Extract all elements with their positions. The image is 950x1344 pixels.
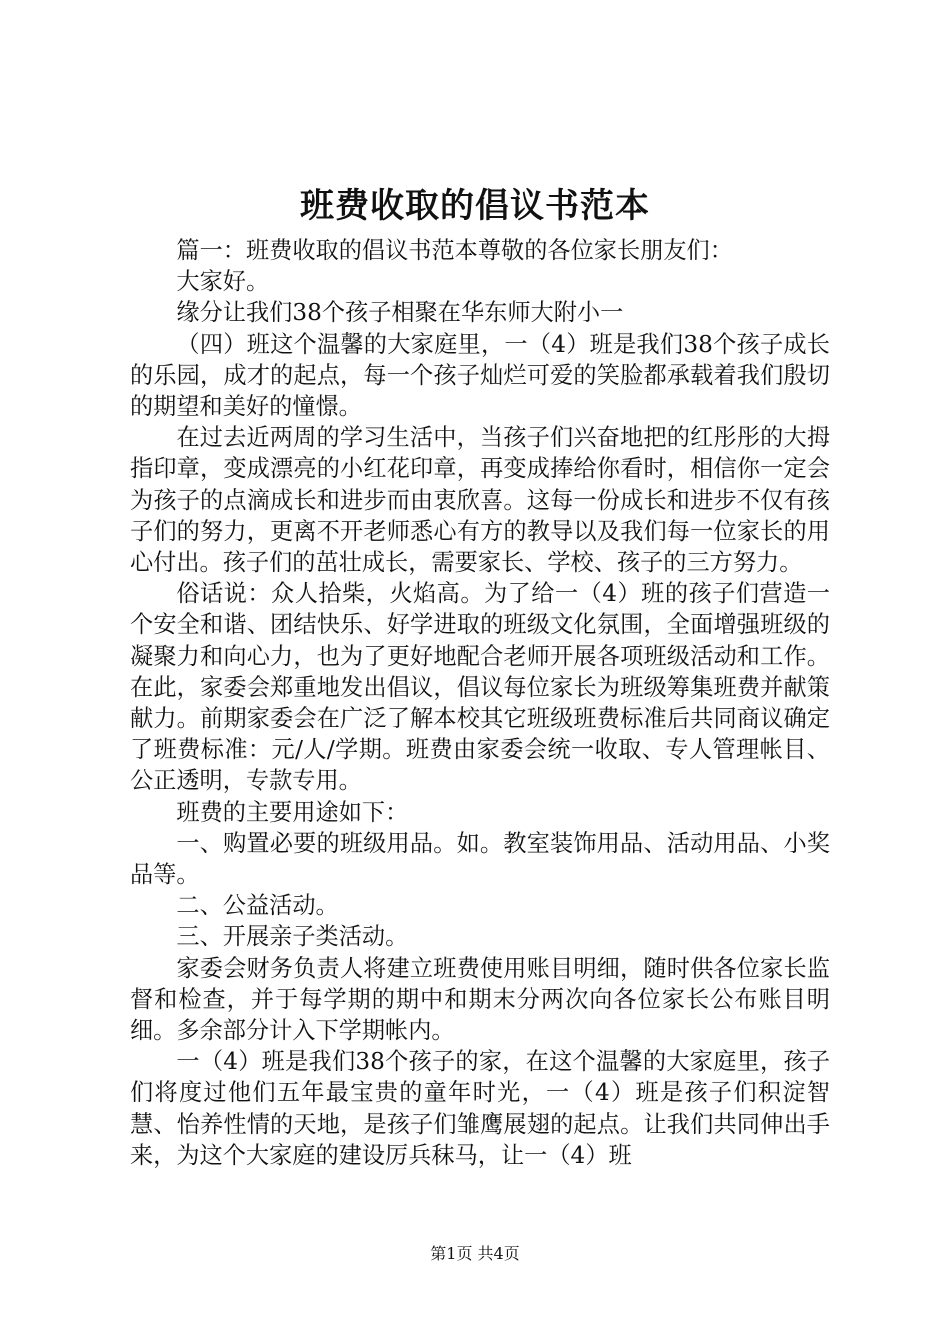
paragraph: 二、公益活动。 bbox=[176, 892, 339, 920]
paragraph: 缘分让我们38个孩子相聚在华东师大附小一 bbox=[176, 299, 624, 327]
paragraph: 班费的主要用途如下： bbox=[176, 798, 409, 826]
paragraph: 三、开展亲子类活动。 bbox=[176, 923, 409, 951]
paragraph: 一（4）班是我们38个孩子的家，在这个温馨的大家庭里，孩子们将度过他们五年最宝贵的童年时光，一（4）班是孩子们积淀智慧、怡养性情的天地，是孩子们雏鹰展翅的起点。让我们共同伸出手来，为这个大家庭的建设厉兵秣马，让一（4）班 bbox=[130, 1048, 830, 1169]
paragraph: 大家好。 bbox=[176, 268, 270, 296]
paragraph: 家委会财务负责人将建立班费使用账目明细，随时供各位家长监督和检查，并于每学期的期中和期末分两次向各位家长公布账目明细。多余部分计入下学期帐内。 bbox=[130, 954, 830, 1045]
paragraph: 篇一：班费收取的倡议书范本尊敬的各位家长朋友们： bbox=[176, 237, 733, 264]
paragraph: 俗话说：众人拾柴，火焰高。为了给一（4）班的孩子们营造一个安全和谐、团结快乐、好学进取的班级文化氛围，全面增强班级的凝聚力和向心力，也为了更好地配合老师开展各项班级活动和工作。在此，家委会郑重地发出倡议，倡议每位家长为班级筹集班费并献策献力。前期家委会在广泛了解本校其它班级班费标准后共同商议确定了班费标准：元/人/学期。班费由家委会统一收取、专人管理帐目、公正透明，专款专用。 bbox=[130, 580, 830, 795]
document-body bbox=[130, 235, 830, 1171]
page-footer: 第1页 共4页 bbox=[430, 1244, 520, 1263]
paragraph: 在过去近两周的学习生活中，当孩子们兴奋地把的红彤彤的大拇指印章，变成漂亮的小红花印章，再变成捧给你看时，相信你一定会为孩子的点滴成长和进步而由衷欣喜。这每一份成长和进步不仅有孩子们的努力，更离不开老师悉心有方的教导以及我们每一位家长的用心付出。孩子们的茁壮成长，需要家长、学校、孩子的三方努力。 bbox=[130, 424, 830, 577]
document-title: 班费收取的倡议书范本 bbox=[300, 186, 650, 226]
paragraph: 一、购置必要的班级用品。如。教室装饰用品、活动用品、小奖品等。 bbox=[130, 829, 830, 889]
paragraph: （四）班这个温馨的大家庭里，一（4）班是我们38个孩子成长的乐园，成才的起点，每一个孩子灿烂可爱的笑脸都承载着我们殷切的期望和美好的憧憬。 bbox=[130, 330, 830, 421]
